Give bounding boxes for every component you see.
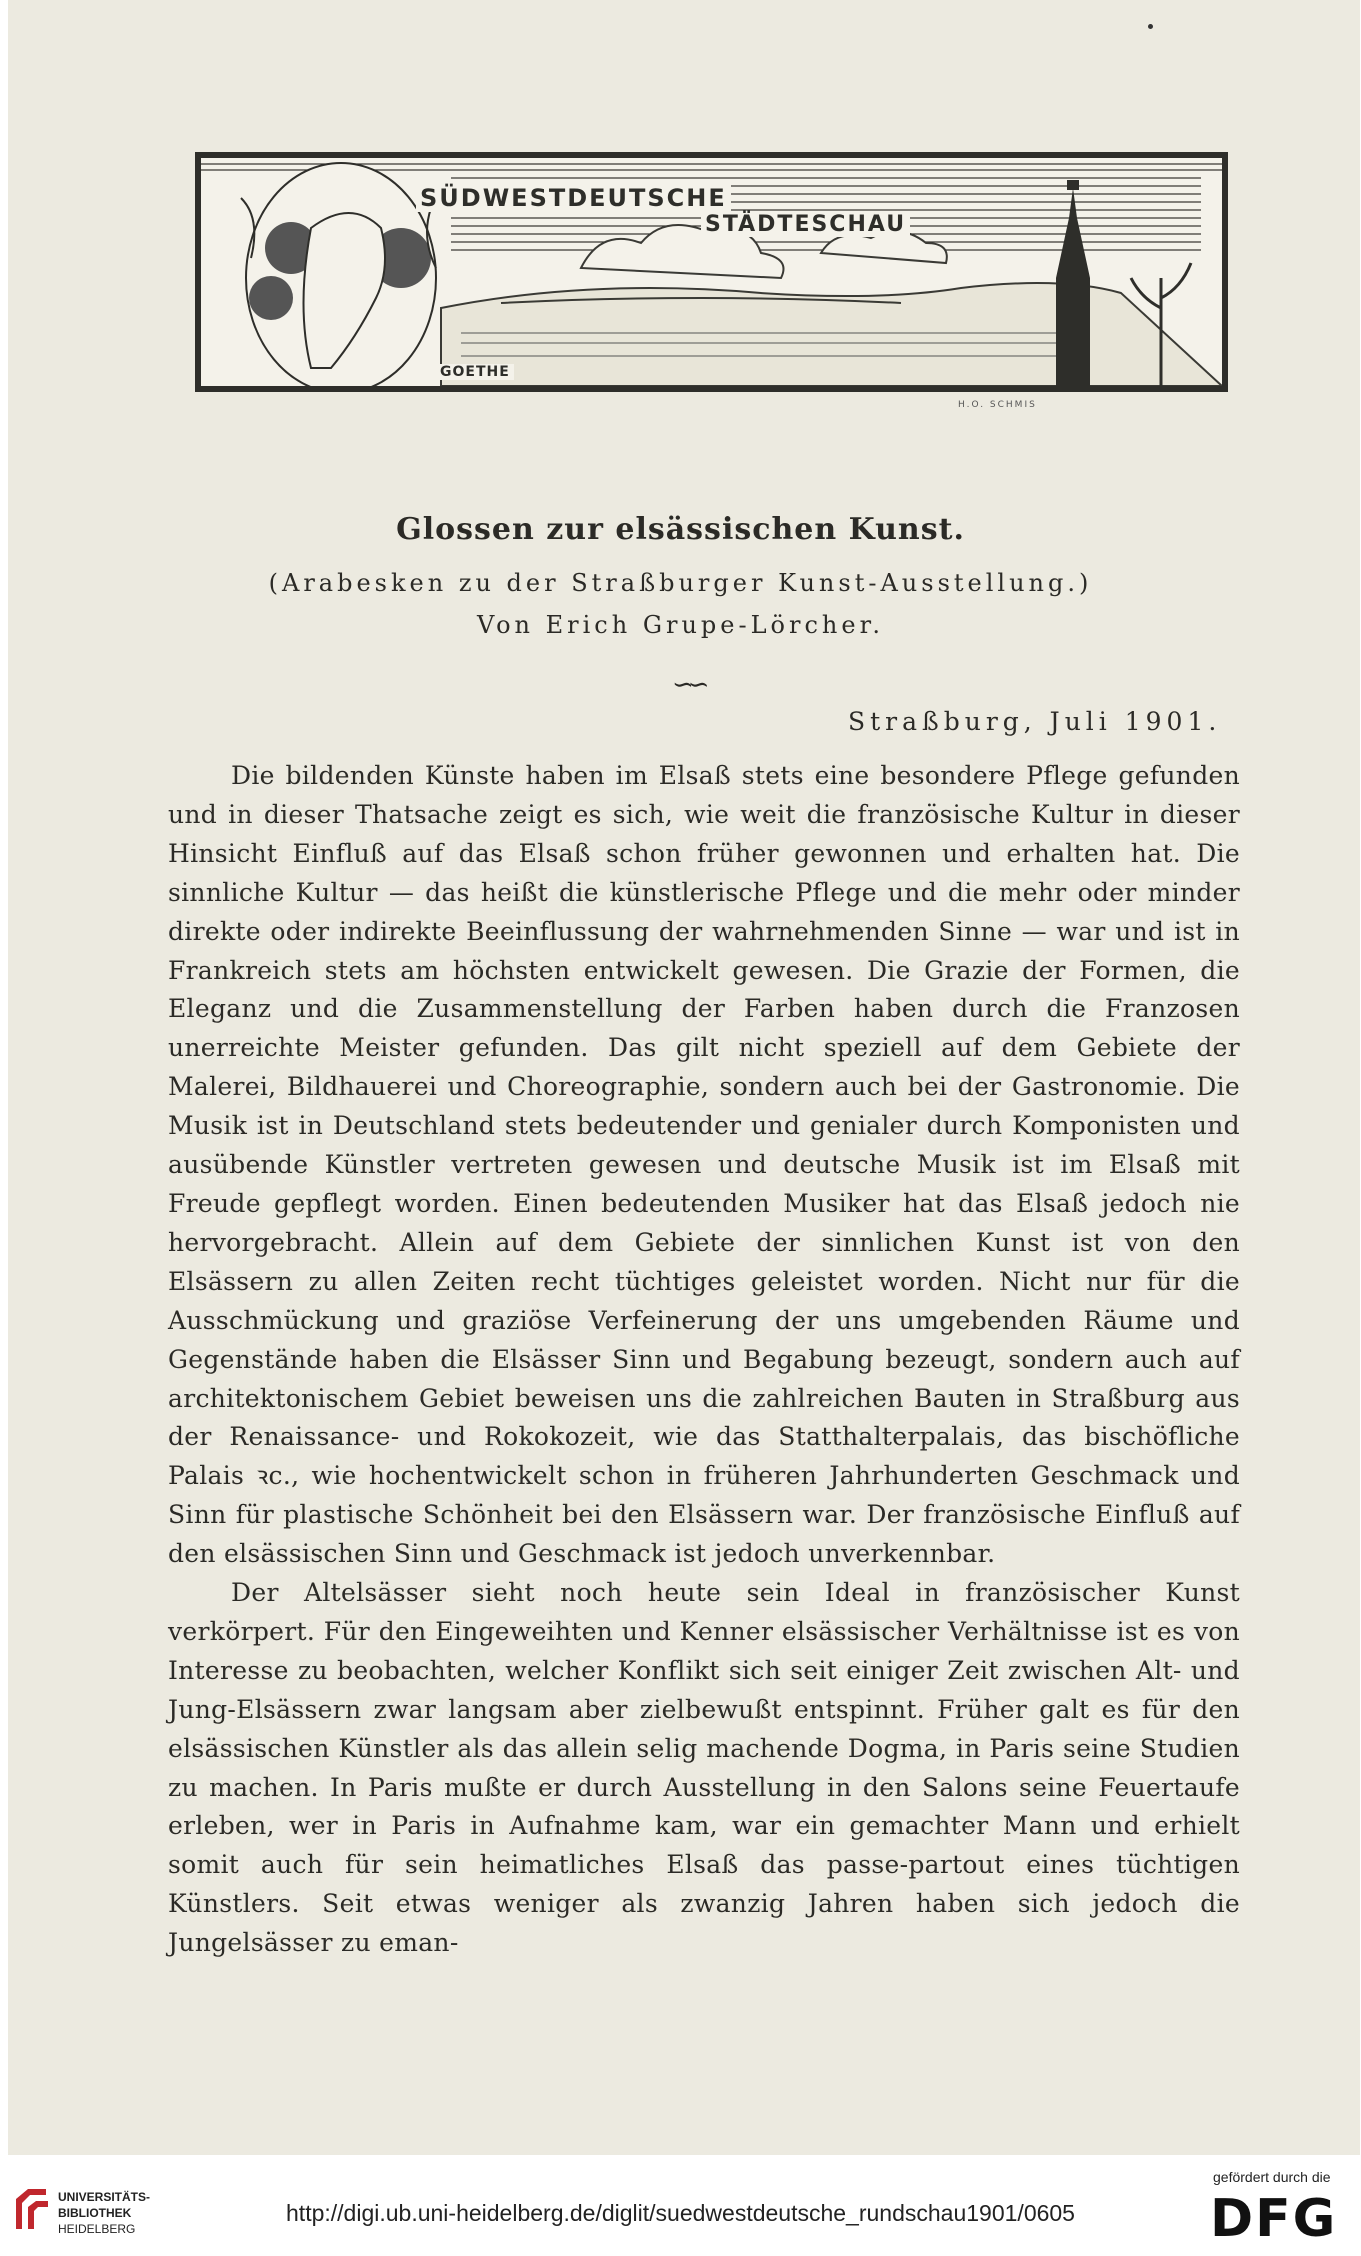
funded-by-label: gefördert durch die <box>1213 2169 1331 2185</box>
institution-line: BIBLIOTHEK <box>58 2206 132 2220</box>
paragraph: Die bildenden Künste haben im Elsaß stets eine besondere Pflege gefunden und in dieser Thatsache zeigt es sich, wie weit die französische Kultur in dieser Hinsicht Einfluß auf das Elsaß schon früher gewonnen und erhalten hat. Die sinnliche Kultur — das heißt die künstlerische Pflege und die mehr oder minder direkte oder indirekte Beeinflussung der wahrnehmenden Sinne — war und ist in Frankreich stets am höchsten entwickelt gewesen. Die Grazie der Formen, die Eleganz und die Zusammenstellung der Farben haben durch die Franzosen unerreichte Meister gefunden. Das gilt nicht speziell auf dem Gebiete der Malerei, Bildhauerei und Choreographie, sondern auch bei der Gastronomie. Die Musik ist in Deutschland stets bedeutender und genialer durch Komponisten und ausübende Künstler vertreten gewesen und deutsche Musik ist im Elsaß mit Freude gepflegt worden. Einen bedeutenden Musiker hat das Elsaß jedoch nie hervorgebracht. Allein auf dem Gebiete der sinnlichen Kunst ist von den Elsässern zu allen Zeiten recht tüchtiges geleistet worden. Nicht nur für die Ausschmückung und graziöse Verfeinerung der uns umgebenden Räume und Gegenstände haben die Elsässer Sinn und Begabung bezeugt, sondern auch auf architektonischem Gebiet beweisen uns die zahlreichen Bauten in Straßburg aus der Renaissance- und Rokokozeit, wie das Statthalterpalais, das bischöfliche Palais ꝛc., wie hochentwickelt schon in früheren Jahrhunderten Geschmack und Sinn für plastische Schönheit bei den Elsässern war. Der französische Einfluß auf den elsässischen Sinn und Geschmack ist jedoch unverkennbar. <box>168 761 1240 1569</box>
institution-line: HEIDELBERG <box>58 2222 136 2236</box>
footer-bar <box>0 2155 1361 2256</box>
header-banner-illustration <box>195 152 1228 392</box>
dateline: Straßburg, Juli 1901. <box>848 707 1222 736</box>
permalink-url[interactable]: http://digi.ub.uni-heidelberg.de/diglit/suedwestdeutsche_rundschau1901/0605 <box>286 2200 1075 2226</box>
article-title: Glossen zur elsässischen Kunst. <box>396 512 965 547</box>
article-subtitle: (Arabesken zu der Straßburger Kunst-Ausstellung.) <box>268 569 1093 597</box>
article-body <box>168 757 1240 1963</box>
illustrator-signature: H.O. SCHMIS <box>958 400 1037 410</box>
paragraph: Der Altelsässer sieht noch heute sein Ideal in französischer Kunst verkörpert. Für den Eingeweihten und Kenner elsässischer Verhältnisse ist es von Interesse zu beobachten, welcher Konflikt sich seit einiger Zeit zwischen Alt- und Jung-Elsässern zwar langsam aber zielbewußt entspinnt. Früher galt es für den elsässischen Künstler als das allein selig machende Dogma, in Paris seine Studien zu machen. In Paris mußte er durch Ausstellung in den Salons seine Feuertaufe erleben, wer in Paris in Aufnahme kam, war ein gemachter Mann und erhielt somit auch für sein heimatliches Elsaß das passe-partout eines tüchtigen Künstlers. Seit etwas weniger als zwanzig Jahren haben sich jedoch die Jungelsässer zu eman- <box>168 1578 1240 1958</box>
dfg-logo: DFG <box>1210 2189 1338 2249</box>
article-author: Von Erich Grupe-Lörcher. <box>476 611 885 639</box>
ink-speck <box>1148 24 1153 29</box>
banner-title-line2: STÄDTESCHAU <box>701 212 910 237</box>
institution-line: UNIVERSITÄTS- <box>58 2190 151 2204</box>
portrait-caption: GOETHE <box>436 364 514 380</box>
banner-title-line1: SÜDWESTDEUTSCHE <box>416 184 731 212</box>
ornament-divider: ∽∽ <box>672 670 704 700</box>
